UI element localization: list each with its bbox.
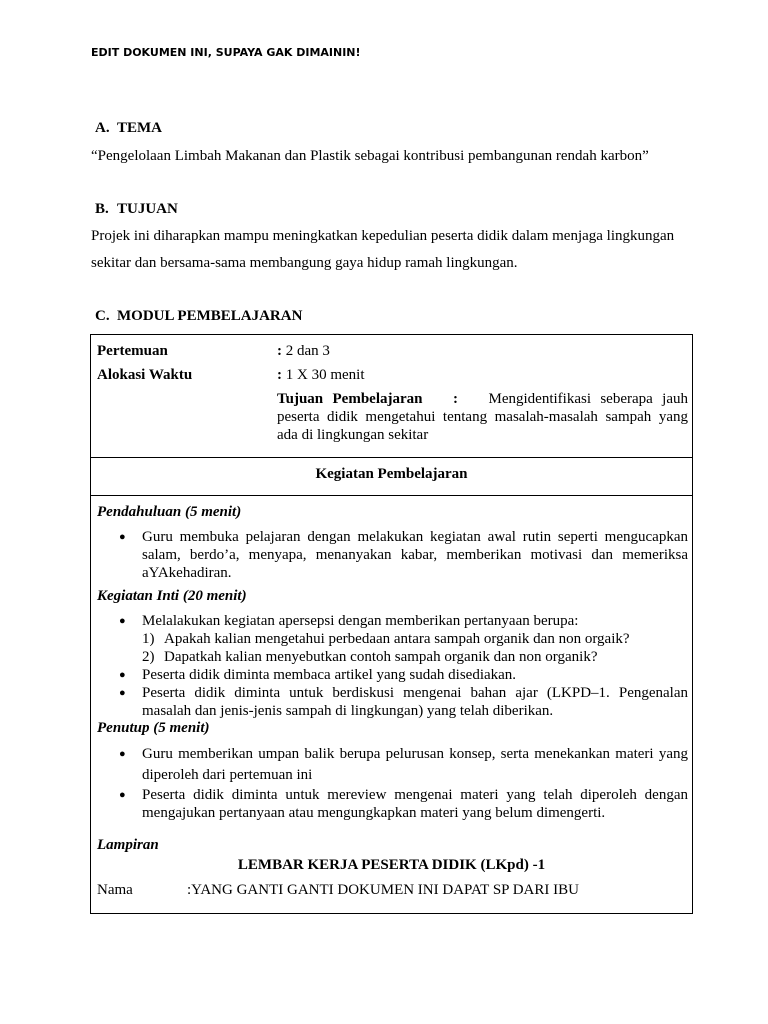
alokasi-colon: :: [277, 367, 282, 383]
heading-tujuan: [95, 201, 178, 218]
penutup-item: ● Guru memberikan umpan balik berupa pelurusan konsep, serta menekankan materi yang diperoleh dari pertemuan ini: [142, 744, 688, 786]
tujuan-text-line-2: sekitar dan bersama-sama membangung gaya hidup ramah lingkungan.: [91, 255, 518, 271]
alokasi-label: Alokasi Waktu: [97, 367, 193, 383]
module-table: [90, 334, 693, 914]
nama-value: :YANG GANTI GANTI DOKUMEN INI DAPAT SP DARI IBU: [187, 882, 579, 898]
tujuan-pembelajaran-colon: :: [453, 391, 458, 407]
pendahuluan-item: ● Guru membuka pelajaran dengan melakukan kegiatan awal rutin seperti mengucapkan salam, berdo’a, menyapa, menanyakan kabar, memberikan motivasi dan memeriksa aYAkehadiran.: [142, 528, 688, 582]
pertemuan-value-text: 2 dan 3: [282, 343, 330, 359]
kegiatan-title: Kegiatan Pembelajaran: [315, 466, 468, 482]
table-divider: [91, 495, 692, 496]
heading-modul-letter: C.: [95, 308, 110, 324]
page-header-notice: EDIT DOKUMEN INI, SUPAYA GAK DIMAININ!: [91, 46, 361, 59]
pertemuan-value: [277, 343, 330, 360]
penutup-title: Penutup (5 menit): [97, 720, 210, 736]
inti-question-number: 1): [142, 631, 155, 647]
pertemuan-colon: :: [277, 343, 282, 359]
inti-question: [142, 648, 688, 666]
tujuan-pembelajaran: [277, 390, 688, 444]
inti-question-number: 2): [142, 649, 155, 665]
heading-tema-title: TEMA: [117, 120, 162, 136]
inti-question: [142, 630, 688, 648]
inti-item: ● Peserta didik diminta untuk berdiskusi mengenai bahan ajar (LKPD–1. Pengenalan masalah dan jenis-jenis sampah di lingkungan) yang telah diberikan.: [142, 684, 688, 720]
lkpd-title: LEMBAR KERJA PESERTA DIDIK (LKpd) -1: [237, 857, 546, 873]
inti-question-text: Dapatkah kalian menyebutkan contoh sampah organik dan non organik?: [164, 649, 598, 665]
pertemuan-label: Pertemuan: [97, 343, 168, 359]
inti-item: ● Peserta didik diminta membaca artikel yang sudah disediakan.: [142, 666, 688, 684]
table-divider: [91, 457, 692, 458]
lampiran-label: Lampiran: [97, 837, 159, 853]
heading-modul-title: MODUL PEMBELAJARAN: [117, 308, 303, 324]
penutup-item: ● Peserta didik diminta untuk mereview mengenai materi yang telah diperoleh dengan mengajukan pertanyaan atau mengungkapkan materi yang belum dimengerti.: [142, 786, 688, 822]
nama-label: Nama: [97, 882, 133, 898]
tujuan-pembelajaran-text: Mengidentifikasi seberapa jauh peserta didik mengetahui tentang masalah-masalah sampah yang ada di lingkungan sekitar: [277, 391, 688, 443]
tujuan-text-line-1: Projek ini diharapkan mampu meningkatkan kepedulian peserta didik dalam menjaga lingkungan: [91, 228, 675, 244]
heading-modul: [95, 308, 302, 325]
heading-tema: [95, 120, 162, 137]
alokasi-value-text: 1 X 30 menit: [282, 367, 365, 383]
heading-tema-letter: A.: [95, 120, 110, 136]
tujuan-pembelajaran-label: Tujuan Pembelajaran: [277, 391, 423, 407]
heading-tujuan-letter: B.: [95, 201, 109, 217]
heading-tujuan-title: TUJUAN: [117, 201, 178, 217]
pendahuluan-title: Pendahuluan (5 menit): [97, 504, 242, 520]
inti-item: ● Melalakukan kegiatan apersepsi dengan memberikan pertanyaan berupa:: [142, 612, 688, 630]
alokasi-value: [277, 367, 365, 384]
inti-title: Kegiatan Inti (20 menit): [97, 588, 247, 604]
inti-question-text: Apakah kalian mengetahui perbedaan antara sampah organik dan non orgaik?: [164, 631, 630, 647]
tema-text: “Pengelolaan Limbah Makanan dan Plastik sebagai kontribusi pembangunan rendah karbon”: [91, 148, 649, 164]
